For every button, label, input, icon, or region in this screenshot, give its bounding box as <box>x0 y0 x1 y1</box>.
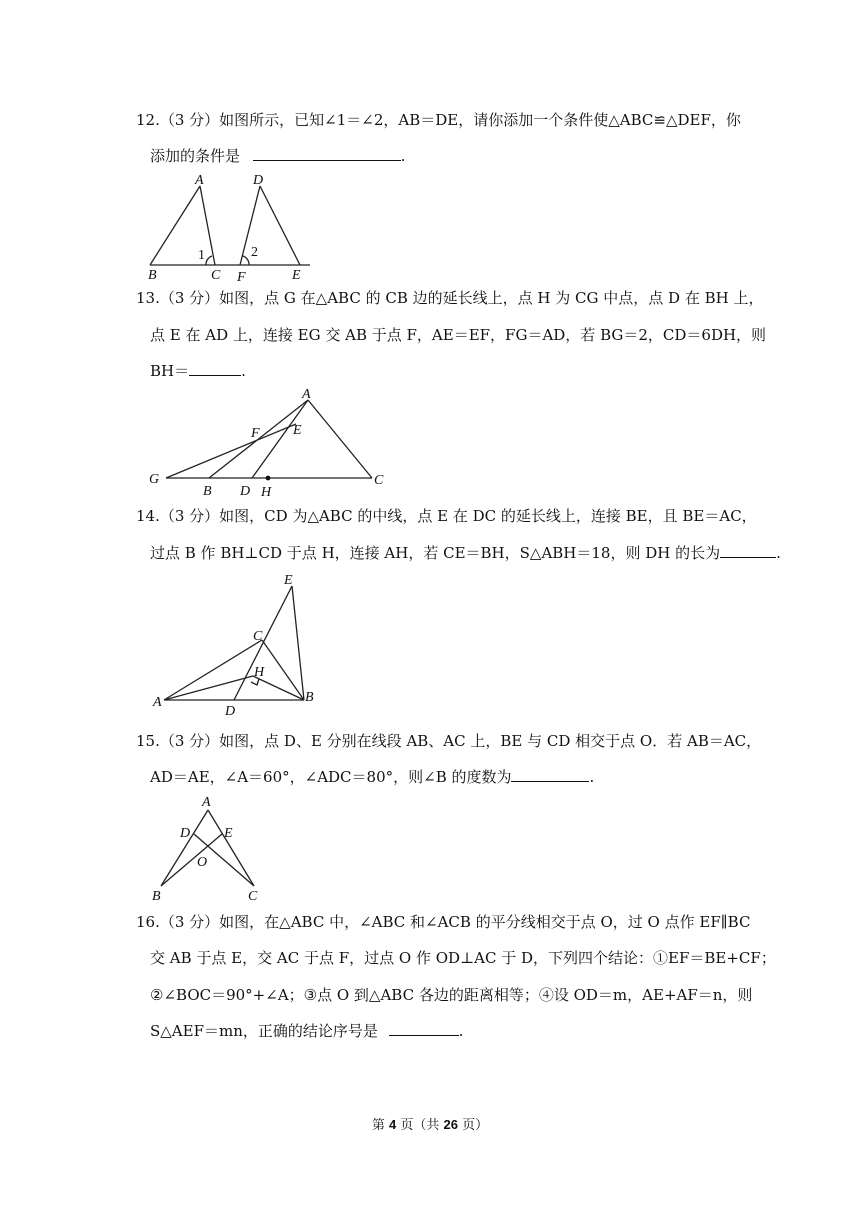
q12-end: . <box>400 147 406 165</box>
q14-label-D: D <box>225 704 236 719</box>
q14-label-A: A <box>153 695 162 710</box>
q16-end: . <box>458 1022 464 1040</box>
q13-figure <box>148 384 398 500</box>
q14-answer-blank[interactable] <box>720 543 776 558</box>
footer-suffix: 页） <box>462 1118 489 1133</box>
q13-end: . <box>241 362 246 380</box>
q14-label-E: E <box>284 573 293 588</box>
q12-line2-text: 添加的条件是 <box>150 147 241 165</box>
q15-label-A: A <box>202 795 211 810</box>
q12-answer-blank[interactable] <box>253 146 401 161</box>
q13-label-C: C <box>374 473 384 488</box>
q14-line2-text: 过点 B 作 BH⊥CD 于点 H，连接 AH，若 CE＝BH，S△ABH＝18，则 DH 的长为 <box>150 544 721 562</box>
q13-label-G: G <box>149 472 160 487</box>
q13-label-E: E <box>293 423 302 438</box>
q16-line3: ②∠BOC＝90°+∠A；③点 O 到△ABC 各边的距离相等；④设 OD＝m，AE+AF＝n，则 <box>150 986 753 1004</box>
q13-answer-blank[interactable] <box>189 361 241 376</box>
q13-line2: 点 E 在 AD 上，连接 EG 交 AB 于点 F，AE＝EF，FG＝AD，若 BG＝2，CD＝6DH，则 <box>150 326 767 344</box>
q15-label-D: D <box>180 826 191 841</box>
q12-segment-DE <box>260 186 300 265</box>
q16-line1: 16.（3 分）如图，在△ABC 中，∠ABC 和∠ACB 的平分线相交于点 O，过 O 点作 EF∥BC <box>136 913 751 931</box>
q12-line2 <box>150 146 406 166</box>
q13-segment-GE <box>166 424 296 478</box>
q14-label-H: H <box>254 665 265 680</box>
q12-line1: 12.（3 分）如图所示，已知∠1＝∠2，AB＝DE，请你添加一个条件使△ABC≌△DEF，你 <box>136 111 741 129</box>
footer-prefix: 第 <box>371 1118 385 1133</box>
q12-label-A: A <box>195 173 204 188</box>
q16-line4 <box>150 1021 463 1041</box>
q16-answer-blank[interactable] <box>389 1021 459 1036</box>
q16-line4-text: S△AEF＝mn，正确的结论序号是 <box>150 1022 378 1040</box>
q14-segment-EB <box>292 586 304 700</box>
q15-segment-AB <box>161 810 208 886</box>
q12-figure <box>140 170 320 285</box>
q15-label-C: C <box>248 889 258 904</box>
q15-segment-AC <box>208 810 254 886</box>
footer-mid: 页（共 <box>400 1118 440 1133</box>
q12-segment-BA <box>150 186 200 265</box>
q15-end: . <box>589 768 595 786</box>
q14-segment-DE <box>234 586 292 700</box>
q15-line1: 15.（3 分）如图，点 D、E 分别在线段 AB、AC 上，BE 与 CD 相交于点 O．若 AB＝AC， <box>136 732 762 750</box>
q14-segment-CB <box>262 640 304 700</box>
q13-line3-text: BH＝ <box>150 362 190 380</box>
q14-label-C: C <box>253 629 263 644</box>
q15-line2 <box>150 767 594 787</box>
footer-page-number: 4 <box>389 1117 397 1132</box>
q12-label-B: B <box>148 268 157 283</box>
q13-label-B: B <box>203 484 212 499</box>
q14-end: . <box>776 544 781 562</box>
q15-answer-blank[interactable] <box>511 767 589 782</box>
q13-line1: 13.（3 分）如图，点 G 在△ABC 的 CB 边的延长线上，点 H 为 CG 中点，点 D 在 BH 上， <box>136 289 764 307</box>
q12-label-D: D <box>253 173 264 188</box>
q12-angle2-arc <box>243 256 249 265</box>
q13-label-F: F <box>251 426 260 441</box>
q15-label-B: B <box>152 889 161 904</box>
q12-label-C: C <box>211 268 221 283</box>
q14-line1: 14.（3 分）如图，CD 为△ABC 的中线，点 E 在 DC 的延长线上，连接 BE，且 BE＝AC， <box>136 507 757 525</box>
page-footer <box>0 1114 860 1133</box>
q15-label-E: E <box>224 826 233 841</box>
q14-segment-AC <box>164 640 262 700</box>
q14-label-B: B <box>305 690 314 705</box>
footer-total-pages: 26 <box>443 1117 458 1132</box>
q13-label-A: A <box>302 387 311 402</box>
q16-line2: 交 AB 于点 E，交 AC 于点 F，过点 O 作 OD⊥AC 于 D，下列四个结论：①EF＝BE+CF； <box>150 949 776 967</box>
q13-label-D: D <box>240 484 251 499</box>
q14-figure <box>150 570 330 720</box>
q12-label-1: 1 <box>198 248 205 263</box>
q12-label-F: F <box>237 270 246 285</box>
q14-line2 <box>150 543 781 563</box>
q12-label-E: E <box>292 268 301 283</box>
q12-label-2: 2 <box>251 245 258 260</box>
q13-segment-AC <box>308 400 372 478</box>
q13-line3 <box>150 361 246 381</box>
q15-figure <box>150 792 270 904</box>
q15-label-O: O <box>197 855 208 870</box>
q15-line2-text: AD＝AE，∠A＝60°，∠ADC＝80°，则∠B 的度数为 <box>150 768 512 786</box>
q13-point-H <box>266 476 271 481</box>
q12-angle1-arc <box>206 256 212 265</box>
q13-label-H: H <box>261 485 272 500</box>
q15-segment-BE <box>161 834 222 886</box>
